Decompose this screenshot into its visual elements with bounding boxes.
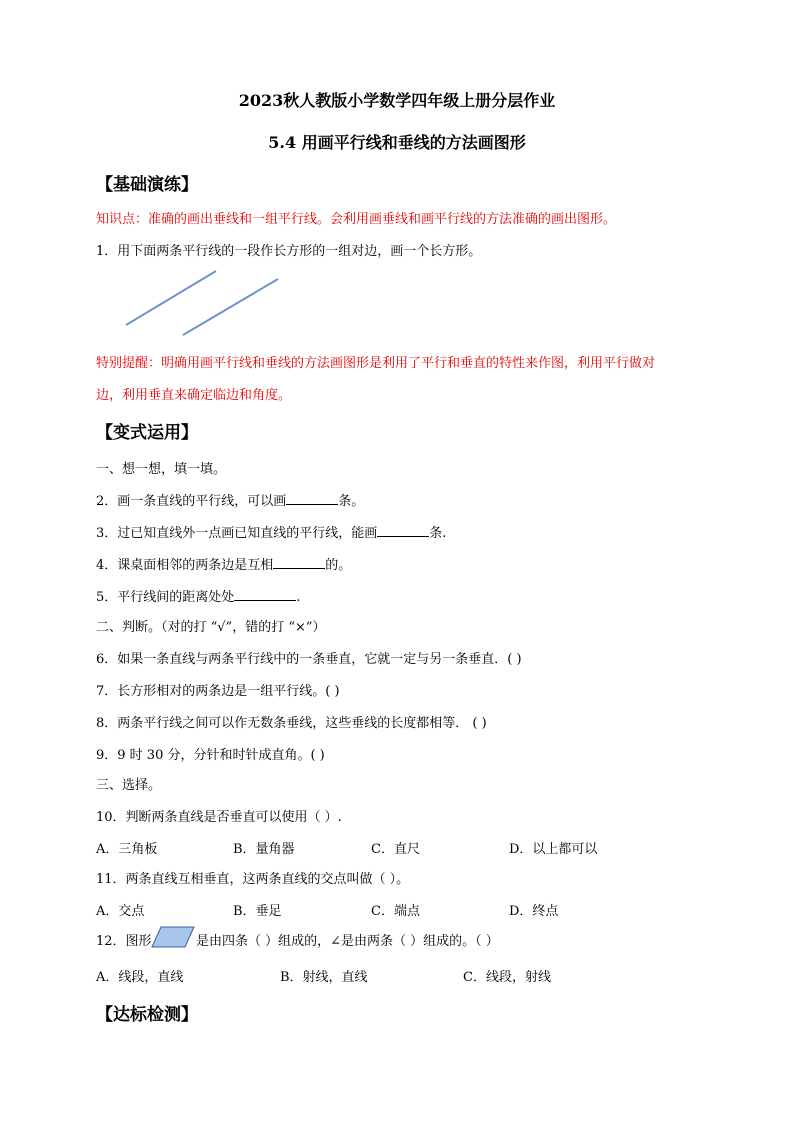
parallel-line-2: [183, 279, 278, 335]
q11-option-b[interactable]: B．垂足: [233, 904, 282, 919]
q11-option-d[interactable]: D．终点: [509, 904, 559, 919]
question-11: 11．两条直线互相垂直，这两条直线的交点叫做（ ）。: [96, 872, 410, 887]
question-6: 6．如果一条直线与两条平行线中的一条垂直，它就一定与另一条垂直．( ): [96, 652, 522, 667]
question-4-text: 4．课桌面相邻的两条边是互相: [96, 558, 274, 573]
parallelogram-icon: [150, 925, 196, 949]
q12-option-b[interactable]: B．射线，直线: [280, 970, 368, 985]
part-2-heading: 二、判断。（对的打 “√”，错的打 “×”）: [96, 620, 326, 635]
q10-option-b[interactable]: B．量角器: [233, 842, 295, 857]
question-3-text: 3．过已知直线外一点画已知直线的平行线，能画: [96, 526, 378, 541]
question-5-suffix: .: [296, 590, 301, 605]
question-7: 7．长方形相对的两条边是一组平行线。( ): [96, 684, 340, 699]
tip-line-2: 边，利用垂直来确定临边和角度。: [96, 388, 292, 403]
answer-blank-5[interactable]: [234, 588, 296, 601]
question-1: 1．用下面两条平行线的一段作长方形的一组对边，画一个长方形。: [96, 244, 482, 259]
question-4: [96, 554, 351, 573]
question-3: [96, 522, 446, 541]
q10-option-c[interactable]: C．直尺: [371, 842, 420, 857]
question-2: [96, 490, 364, 509]
answer-blank-2[interactable]: [286, 492, 338, 505]
parallel-lines-figure: [120, 262, 290, 342]
section-test-heading: 【达标检测】: [96, 1005, 198, 1025]
question-12-text: 是由四条（ ）组成的，∠是由两条（ ）组成的。（ ）: [196, 934, 499, 949]
q11-option-a[interactable]: A．交点: [96, 904, 145, 919]
q11-option-c[interactable]: C．端点: [371, 904, 420, 919]
question-2-suffix: 条。: [338, 494, 365, 509]
question-2-text: 2．画一条直线的平行线，可以画: [96, 494, 287, 509]
knowledge-point: 知识点：准确的画出垂线和一组平行线。会利用画垂线和画平行线的方法准确的画出图形。: [96, 212, 617, 227]
question-12-prefix: 12．图形: [96, 934, 152, 949]
part-1-heading: 一、想一想，填一填。: [96, 462, 227, 477]
parallel-line-1: [126, 271, 216, 325]
question-8: 8．两条平行线之间可以作无数条垂线，这些垂线的长度都相等． ( ): [96, 716, 487, 731]
q12-option-a[interactable]: A．线段，直线: [96, 970, 184, 985]
q10-option-a[interactable]: A．三角板: [96, 842, 158, 857]
question-10: 10．判断两条直线是否垂直可以使用（ ）.: [96, 810, 342, 825]
page-subtitle: 5.4 用画平行线和垂线的方法画图形: [268, 133, 526, 152]
q12-option-c[interactable]: C．线段，射线: [463, 970, 551, 985]
section-basic-heading: 【基础演练】: [96, 175, 198, 195]
question-3-suffix: 条.: [429, 526, 447, 541]
question-5: [96, 586, 300, 605]
q10-option-d[interactable]: D．以上都可以: [509, 842, 598, 857]
answer-blank-3[interactable]: [377, 524, 429, 537]
tip-line-1: 特别提醒：明确用画平行线和垂线的方法画图形是利用了平行和垂直的特性来作图，利用平行做对: [96, 356, 656, 371]
question-5-text: 5．平行线间的距离处处: [96, 590, 235, 605]
part-3-heading: 三、选择。: [96, 778, 162, 793]
question-9: 9．9 时 30 分，分针和时针成直角。( ): [96, 748, 325, 763]
section-variant-heading: 【变式运用】: [96, 423, 198, 443]
page-title: 2023秋人教版小学数学四年级上册分层作业: [238, 91, 556, 110]
answer-blank-4[interactable]: [273, 556, 325, 569]
question-4-suffix: 的。: [325, 558, 352, 573]
